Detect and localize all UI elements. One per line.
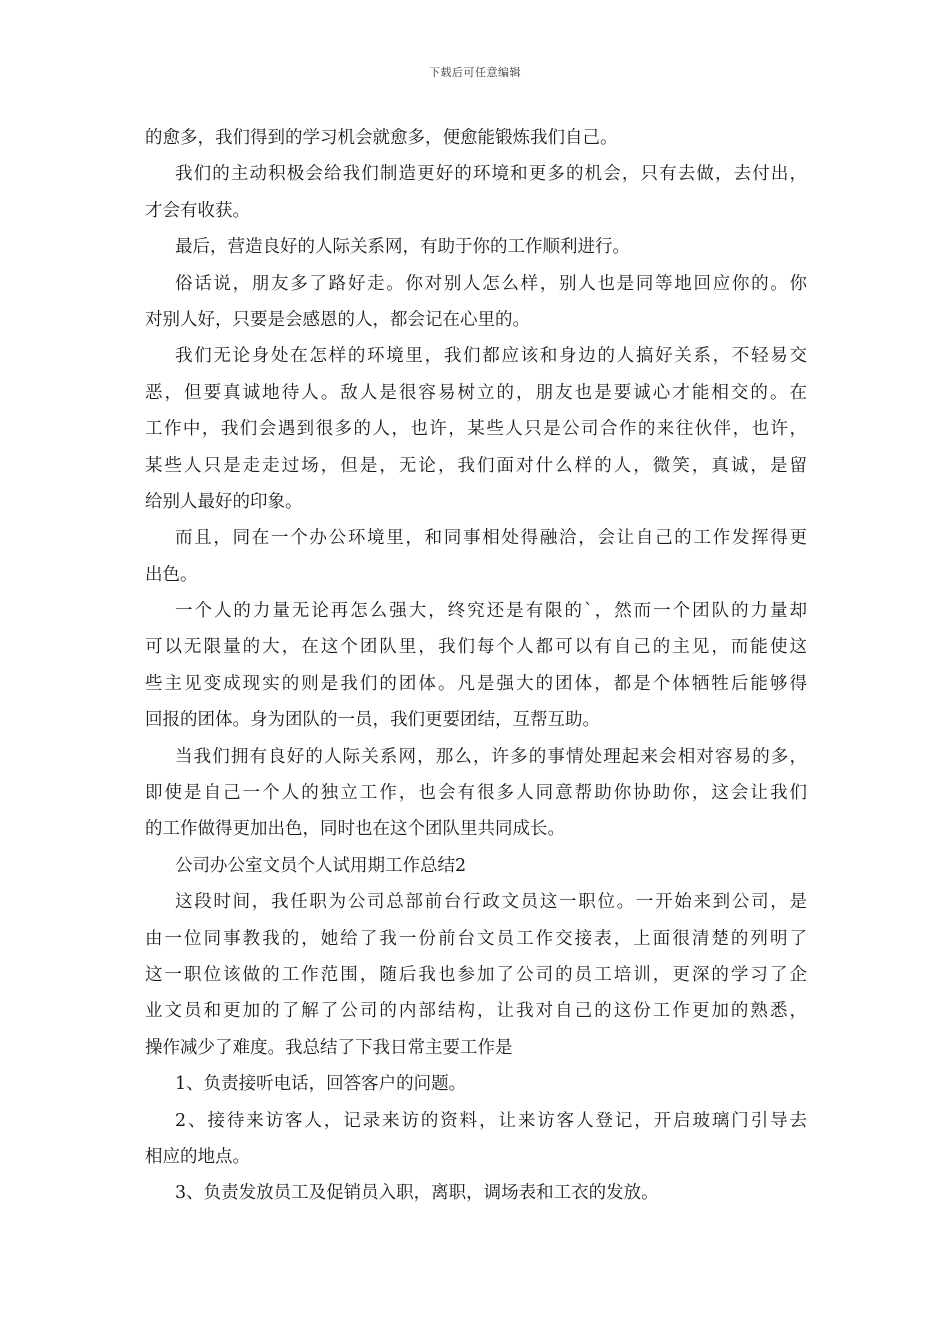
text-line: 这段时间，我任职为公司总部前台行政文员这一职位。一开始来到公司，是 (175, 892, 807, 913)
text-line: 给别人最好的印象。 (145, 491, 303, 512)
text-line: 出色。 (145, 564, 198, 585)
text-line: 即使是自己一个人的独立工作，也会有很多人同意帮助你协助你，这会让我们 (145, 783, 807, 804)
text-line: 公司办公室文员个人试用期工作总结2 (175, 855, 467, 876)
text-line: 由一位同事教我的，她给了我一份前台文员工作交接表，上面很清楚的列明了 (145, 928, 807, 949)
text-line: 当我们拥有良好的人际关系网，那么，许多的事情处理起来会相对容易的多， (175, 746, 807, 767)
text-line: 的愈多，我们得到的学习机会就愈多，便愈能锻炼我们自己。 (145, 128, 618, 148)
text-line: 俗话说，朋友多了路好走。你对别人怎么样，别人也是同等地回应你的。你 (175, 273, 807, 294)
text-line: 相应的地点。 (145, 1146, 250, 1167)
text-line: 才会有收获。 (145, 200, 250, 221)
text-line: 业文员和更加的了解了公司的内部结构，让我对自己的这份工作更加的熟悉， (145, 1001, 807, 1022)
text-line: 我们的主动积极会给我们制造更好的环境和更多的机会，只有去做，去付出， (175, 164, 807, 185)
text-line: 些主见变成现实的则是我们的团体。凡是强大的团体，都是个体牺牲后能够得 (145, 673, 807, 694)
text-line: 我们无论身处在怎样的环境里，我们都应该和身边的人搞好关系，不轻易交 (175, 346, 807, 367)
text-line: 1、负责接听电话，回答客户的问题。 (175, 1074, 467, 1095)
text-line: 工作中，我们会遇到很多的人，也许，某些人只是公司合作的来往伙伴，也许， (145, 419, 807, 440)
text-line: 而且，同在一个办公环境里，和同事相处得融洽，会让自己的工作发挥得更 (175, 528, 807, 549)
text-line: 某些人只是走走过场，但是，无论，我们面对什么样的人，微笑，真诚，是留 (145, 455, 807, 476)
text-line: 操作减少了难度。我总结了下我日常主要工作是 (145, 1037, 513, 1058)
text-line: 3、负责发放员工及促销员入职，离职，调场表和工衣的发放。 (175, 1183, 659, 1204)
text-line: 的工作做得更加出色，同时也在这个团队里共同成长。 (145, 819, 565, 840)
text-line: 最后，营造良好的人际关系网，有助于你的工作顺利进行。 (175, 237, 630, 258)
text-line: 恶，但要真诚地待人。敌人是很容易树立的，朋友也是要诚心才能相交的。在 (145, 382, 807, 403)
page-header: 下载后可任意编辑 (429, 66, 521, 79)
text-line: 可以无限量的大，在这个团队里，我们每个人都可以有自己的主见，而能使这 (145, 637, 807, 658)
text-line: 回报的团体。身为团队的一员，我们更要团结，互帮互助。 (145, 710, 600, 731)
text-line: 对别人好，只要是会感恩的人，都会记在心里的。 (145, 309, 530, 330)
text-line: 这一职位该做的工作范围，随后我也参加了公司的员工培训，更深的学习了企 (145, 964, 807, 985)
text-line: 2、接待来访客人，记录来访的资料，让来访客人登记，开启玻璃门引导去 (175, 1110, 807, 1131)
text-line: 一个人的力量无论再怎么强大，终究还是有限的`，然而一个团队的力量却 (175, 601, 807, 622)
document-body (145, 120, 807, 1212)
